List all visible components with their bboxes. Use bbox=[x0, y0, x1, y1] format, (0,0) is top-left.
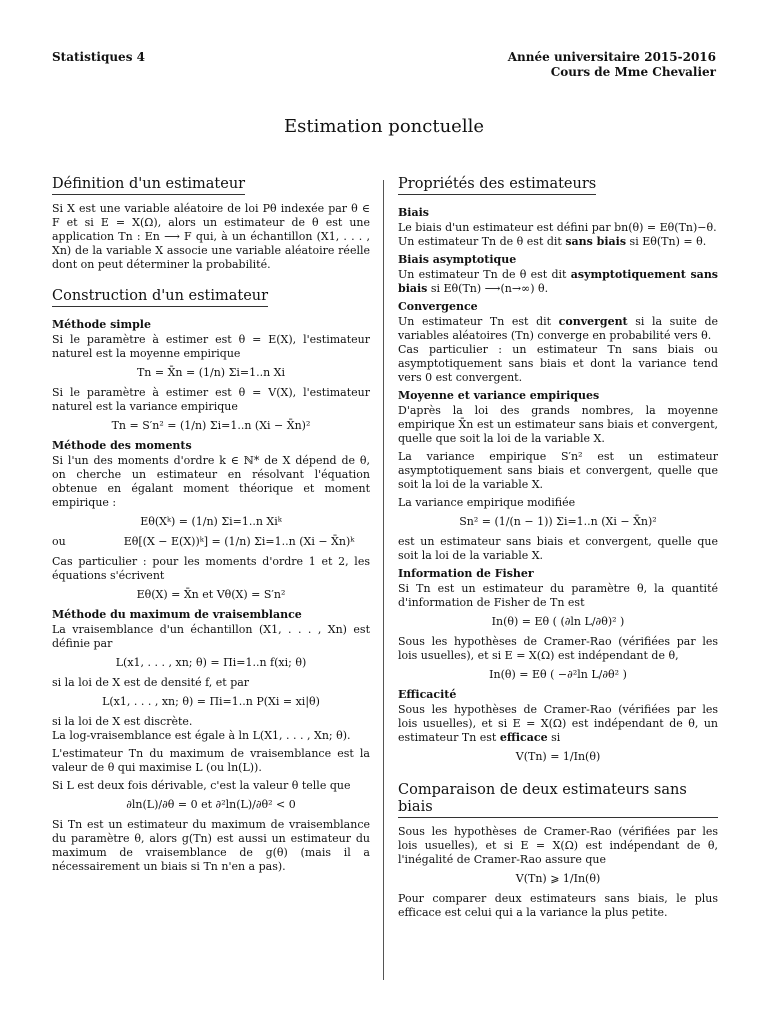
equation-central-moment: Eθ[(X − E(X))ᵏ] = (1/n) Σi=1..n (Xi − X̄n)ᵏ bbox=[123, 535, 355, 548]
equation-max-conditions: ∂ln(L)/∂θ = 0 et ∂²ln(L)/∂θ² < 0 bbox=[126, 798, 296, 811]
paragraph: Si Tn est un estimateur du paramètre θ, la quantité d'information de Fisher de Tn est bbox=[398, 582, 718, 609]
paragraph: Sous les hypothèses de Cramer-Rao (vérifiées par les lois usuelles), et si E = X(Ω) est indépendant de θ, l'inégalité de Cramer-Rao assure que bbox=[398, 825, 718, 866]
subsection-efficacite: Efficacité bbox=[398, 688, 457, 701]
equation-row-central-moment bbox=[52, 535, 370, 549]
right-column bbox=[398, 176, 718, 924]
paragraph: Le biais d'un estimateur est défini par bn(θ) = Eθ(Tn)−θ. bbox=[398, 221, 717, 234]
section-title-construction: Construction d'un estimateur bbox=[52, 288, 268, 307]
paragraph-efficace: Sous les hypothèses de Cramer-Rao (vérifiées par les lois usuelles), et si E = X(Ω) est indépendant de θ, un estimateur Tn est efficace si bbox=[398, 703, 718, 744]
subsection-biais-asymptotique: Biais asymptotique bbox=[398, 253, 517, 266]
section-title-comparaison: Comparaison de deux estimateurs sans biais bbox=[398, 782, 718, 818]
paragraph: Cas particulier : pour les moments d'ordre 1 et 2, les équations s'écrivent bbox=[52, 555, 370, 582]
equation-mean: Tn = X̄n = (1/n) Σi=1..n Xi bbox=[136, 366, 286, 379]
equation-likelihood-density: L(x1, . . . , xn; θ) = Πi=1..n f(xi; θ) bbox=[115, 656, 307, 669]
document-title: Estimation ponctuelle bbox=[284, 116, 484, 137]
subsection-fisher: Information de Fisher bbox=[398, 567, 534, 580]
keyword: efficace bbox=[499, 731, 548, 744]
header-right bbox=[508, 50, 716, 80]
paragraph: Cas particulier : un estimateur Tn sans biais ou asymptotiquement sans biais et dont la variance tend vers 0 est convergent. bbox=[398, 343, 718, 384]
instructor-name: Cours de Mme Chevalier bbox=[550, 65, 716, 79]
paragraph-asymptotique: Un estimateur Tn de θ est dit asymptotiquement sans biais si Eθ(Tn) ⟶(n→∞) θ. bbox=[398, 268, 719, 295]
paragraph: Si l'un des moments d'ordre k ∈ ℕ* de X dépend de θ, on cherche un estimateur en résolvant l'équation obtenue en égalant moment théorique et moment empirique : bbox=[52, 454, 370, 509]
equation-fisher-1: In(θ) = Eθ ( (∂ln L/∂θ)² ) bbox=[491, 615, 625, 628]
subsection-methode-moments: Méthode des moments bbox=[52, 439, 192, 452]
equation-cramer-rao: V(Tn) ⩾ 1/In(θ) bbox=[515, 872, 601, 885]
paragraph: La vraisemblance d'un échantillon (X1, . . . , Xn) est définie par bbox=[52, 623, 370, 650]
keyword: asymptotiquement sans biais bbox=[398, 268, 719, 295]
course-name: Statistiques 4 bbox=[52, 50, 145, 64]
paragraph: Si le paramètre à estimer est θ = V(X), l'estimateur naturel est la variance empirique bbox=[52, 386, 370, 413]
equation-modified-variance: Sn² = (1/(n − 1)) Σi=1..n (Xi − X̄n)² bbox=[459, 515, 657, 528]
equation-likelihood-discrete: L(x1, . . . , xn; θ) = Πi=1..n P(Xi = xi|θ) bbox=[102, 695, 320, 708]
paragraph: Si le paramètre à estimer est θ = E(X), l'estimateur naturel est la moyenne empirique bbox=[52, 333, 370, 360]
paragraph-sans-biais: Un estimateur Tn de θ est dit sans biais si Eθ(Tn) = θ. bbox=[398, 235, 707, 248]
definition-text: Si X est une variable aléatoire de loi Pθ indexée par θ ∈ F et si E = X(Ω), alors un estimateur de θ est une application Tn : En ⟶ F qui, à un échantillon (X1, . . . , Xn) de la variable X associe une variable aléatoire réelle dont on peut déterminer la probabilité. bbox=[52, 202, 370, 271]
paragraph: Si Tn est un estimateur du maximum de vraisemblance du paramètre θ, alors g(Tn) est aussi un estimateur du maximum de vraisemblance de g(θ) (mais il a nécessairement un biais si Tn n'en a pas). bbox=[52, 818, 370, 873]
equation-moments-1-2: Eθ(X) = X̄n et Vθ(X) = S′n² bbox=[136, 588, 286, 601]
paragraph: L'estimateur Tn du maximum de vraisemblance est la valeur de θ qui maximise L (ou ln(L)). bbox=[52, 747, 370, 774]
academic-year: Année universitaire 2015-2016 bbox=[507, 50, 716, 64]
equation-fisher-2: In(θ) = Eθ ( −∂²ln L/∂θ² ) bbox=[489, 668, 627, 681]
equation-moment: Eθ(Xᵏ) = (1/n) Σi=1..n Xiᵏ bbox=[140, 515, 282, 528]
paragraph: La log-vraisemblance est égale à ln L(X1, . . . , Xn; θ). bbox=[52, 729, 351, 742]
paragraph: La variance empirique S′n² est un estimateur asymptotiquement sans biais et convergent, quelle que soit la loi de la variable X. bbox=[398, 450, 718, 491]
paragraph: D'après la loi des grands nombres, la moyenne empirique X̄n est un estimateur sans biais et convergent, quelle que soit la loi de la variable X. bbox=[398, 404, 718, 445]
paragraph: Si L est deux fois dérivable, c'est la valeur θ telle que bbox=[52, 779, 351, 792]
column-divider bbox=[383, 180, 384, 980]
paragraph: Sous les hypothèses de Cramer-Rao (vérifiées par les lois usuelles), et si E = X(Ω) est indépendant de θ, bbox=[398, 635, 718, 662]
paragraph-convergent: Un estimateur Tn est dit convergent si la suite de variables aléatoires (Tn) converge en probabilité vers θ. bbox=[398, 315, 718, 342]
equation-efficiency: V(Tn) = 1/In(θ) bbox=[515, 750, 601, 763]
left-column bbox=[52, 176, 370, 878]
paragraph: Pour comparer deux estimateurs sans biais, le plus efficace est celui qui a la variance la plus petite. bbox=[398, 892, 718, 919]
or-label: ou bbox=[52, 535, 66, 548]
section-title-proprietes: Propriétés des estimateurs bbox=[398, 176, 596, 195]
keyword: convergent bbox=[558, 315, 628, 328]
paragraph: si la loi de X est de densité f, et par bbox=[52, 676, 250, 689]
paragraph: est un estimateur sans biais et convergent, quelle que soit la loi de la variable X. bbox=[398, 535, 718, 562]
subsection-moyenne-variance: Moyenne et variance empiriques bbox=[398, 389, 600, 402]
paragraph: La variance empirique modifiée bbox=[398, 496, 576, 509]
keyword: sans biais bbox=[565, 235, 627, 248]
paragraph: si la loi de X est discrète. bbox=[52, 715, 193, 728]
subsection-maximum-vraisemblance: Méthode du maximum de vraisemblance bbox=[52, 608, 302, 621]
subsection-convergence: Convergence bbox=[398, 300, 478, 313]
section-title-definition: Définition d'un estimateur bbox=[52, 176, 245, 195]
subsection-biais: Biais bbox=[398, 206, 429, 219]
equation-variance: Tn = S′n² = (1/n) Σi=1..n (Xi − X̄n)² bbox=[111, 419, 311, 432]
subsection-methode-simple: Méthode simple bbox=[52, 318, 151, 331]
